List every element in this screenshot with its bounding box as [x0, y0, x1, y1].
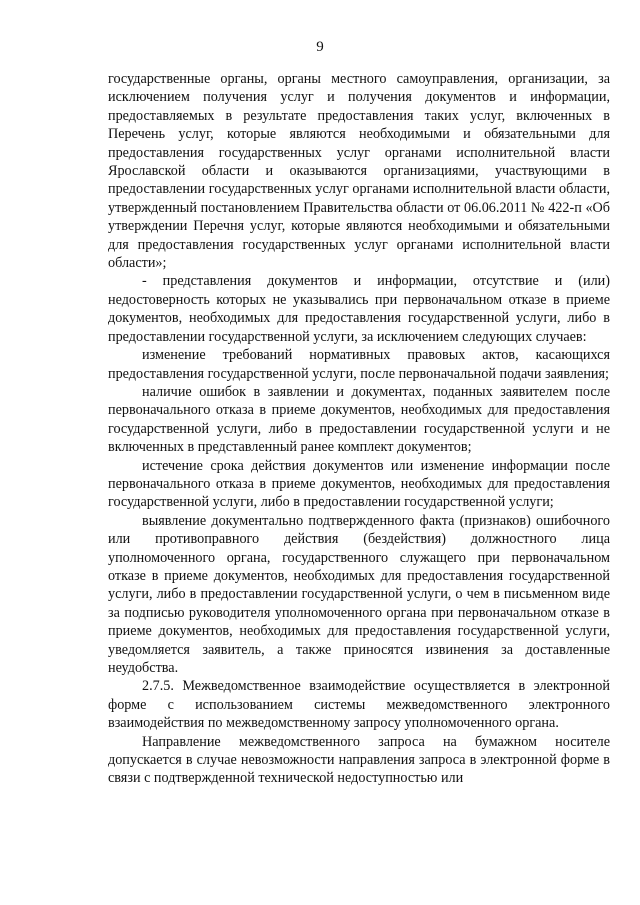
- paragraph: выявление документально подтвержденного факта (признаков) ошибочного или противоправного действия (бездействия) должностного лица уполномоченного органа, государственного служащего при первоначальном отказе в приеме документов, необходимых для предоставления государственной услуги, либо в предоставлении государственной услуги, о чем в письменном виде за подписью руководителя уполномоченного органа при первоначальном отказе в приеме документов, необходимых для предоставления государственной услуги, уведомляется заявитель, а также приносятся извинения за доставленные неудобства.: [108, 512, 610, 676]
- paragraph: Направление межведомственного запроса на бумажном носителе допускается в случае невозможности направления запроса в электронной форме в связи с подтвержденной технической недоступностью или: [108, 733, 610, 787]
- page-number: 9: [316, 39, 324, 55]
- paragraph: наличие ошибок в заявлении и документах, поданных заявителем после первоначального отказа в приеме документов, необходимых для предоставления государственной услуги, либо в предоставлении государственной услуги и не включенных в представленный ранее комплект документов;: [108, 383, 610, 456]
- paragraph: истечение срока действия документов или изменение информации после первоначального отказа в приеме документов, необходимых для предоставления государственной услуги, либо в предоставлении государственной услуги;: [108, 457, 610, 511]
- paragraph: - представления документов и информации, отсутствие и (или) недостоверность которых не указывались при первоначальном отказе в приеме документов, необходимых для предоставления государственной услуги, либо в предоставлении государственной услуги, за исключением следующих случаев:: [108, 273, 610, 345]
- paragraph: государственные органы, органы местного самоуправления, организации, за исключением получения услуг и получения документов и информации, предоставляемых в результате предоставления таких услуг, включенных в Перечень услуг, которые являются необходимыми и обязательными для предоставления государственных услуг органами исполнительной власти Ярославской области и оказываются организациями, участвующими в предоставлении государственных услуг органами исполнительной власти области, утвержденный постановлением Правительства области от 06.06.2011 № 422-п «Об утверждении Перечня услуг, которые являются необходимыми и обязательными для предоставления государственных услуг органами исполнительной власти области»;: [108, 71, 610, 272]
- paragraph: 2.7.5. Межведомственное взаимодействие осуществляется в электронной форме с использованием системы межведомственного электронного взаимодействия по межведомственному запросу уполномоченного органа.: [108, 678, 610, 732]
- page-body: [108, 70, 610, 788]
- paragraph: изменение требований нормативных правовых актов, касающихся предоставления государственной услуги, после первоначальной подачи заявления;: [108, 347, 610, 382]
